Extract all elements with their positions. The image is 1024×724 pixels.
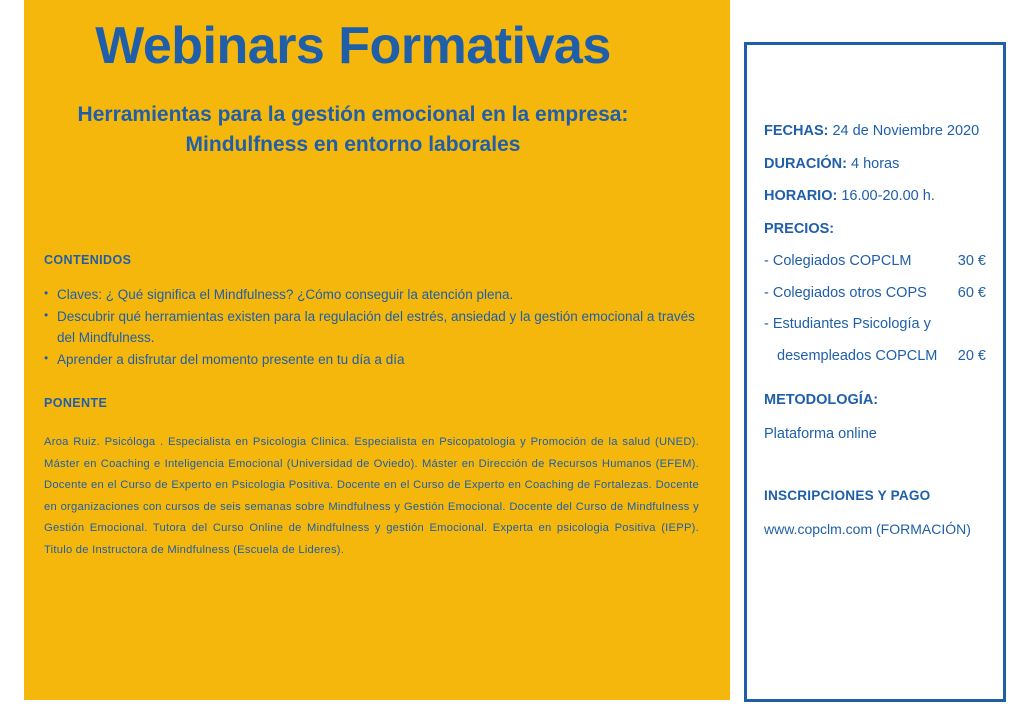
metodologia-value: Plataforma online — [764, 425, 877, 442]
price-value: 60 € — [957, 284, 986, 301]
inscripciones-label: INSCRIPCIONES Y PAGO — [764, 488, 931, 503]
subtitle-line-1: Herramientas para la gestión emocional en la empresa: — [77, 103, 629, 126]
page-title: Webinars Formativas — [95, 17, 611, 75]
subtitle-line-2: Mindulfness en entorno laborales — [185, 133, 521, 157]
contenidos-heading: CONTENIDOS — [44, 253, 132, 267]
info-box-content — [744, 42, 1006, 702]
precios-label-text: PRECIOS: — [764, 220, 835, 237]
price-row — [764, 254, 986, 269]
fechas-row — [764, 124, 986, 139]
price-label: - Colegiados COPCLM — [764, 253, 912, 269]
fechas-value: 24 de Noviembre 2020 — [828, 123, 980, 139]
price-value: 20 € — [957, 347, 986, 364]
ponente-biography: Aroa Ruiz. Psicóloga . Especialista en Psicologia Clinica. Especialista en Psicopatologia y Promoción de la salud (UNED). Máster en Coaching e Inteligencia Emocional (Universidad de Oviedo). Máster en Dirección de Recursos Humanos (EFEM). Docente en el Curso de Experto en Psicologia Positiva. Docente en el Curso de Experto en Coaching de Fortalezas. Docente en organizaciones con cursos de seis semanas sobre Mindfulness y Gestión Emocional. Docente del Curso de Mindfulness y Gestión Emocional. Tutora del Curso Online de Mindfulness y gestión Emocional. Experta en psicologia Positiva (IEPP). Titulo de Instructora de Mindfulness (Escuela de Lideres). — [44, 436, 699, 556]
price-label: - Colegiados otros COPS — [764, 284, 927, 301]
price-label-line1: - Estudiantes Psicología y — [764, 316, 931, 332]
horario-value: 16.00-20.00 h. — [837, 188, 935, 204]
duracion-row — [764, 157, 986, 172]
horario-row — [764, 189, 986, 204]
metodologia-label: METODOLOGÍA: — [764, 392, 879, 408]
price-value: 30 € — [957, 253, 986, 269]
inscripciones-url[interactable]: www.copclm.com (FORMACIÓN) — [764, 520, 971, 537]
horario-label: HORARIO: — [764, 188, 838, 204]
fechas-label: FECHAS: — [764, 123, 829, 139]
price-label-line2: desempleados COPCLM — [777, 347, 938, 364]
ponente-heading: PONENTE — [44, 396, 108, 410]
contenidos-list — [44, 285, 706, 372]
precios-label — [764, 222, 986, 237]
list-item: • Aprender a disfrutar del momento presente en tu día a día — [44, 350, 706, 371]
duracion-value: 4 horas — [846, 155, 900, 172]
list-item: • Descubrir qué herramientas existen para la regulación del estrés, ansiedad y la gestión emocional a través del Mindfulness. — [44, 307, 706, 349]
page-subtitle — [10, 100, 696, 161]
list-item: • Claves: ¿ Qué significa el Mindfulness? ¿Cómo conseguir la atención plena. — [44, 285, 706, 306]
price-row — [764, 286, 986, 301]
duracion-label: DURACIÓN: — [764, 155, 847, 172]
price-row-students — [764, 317, 986, 363]
